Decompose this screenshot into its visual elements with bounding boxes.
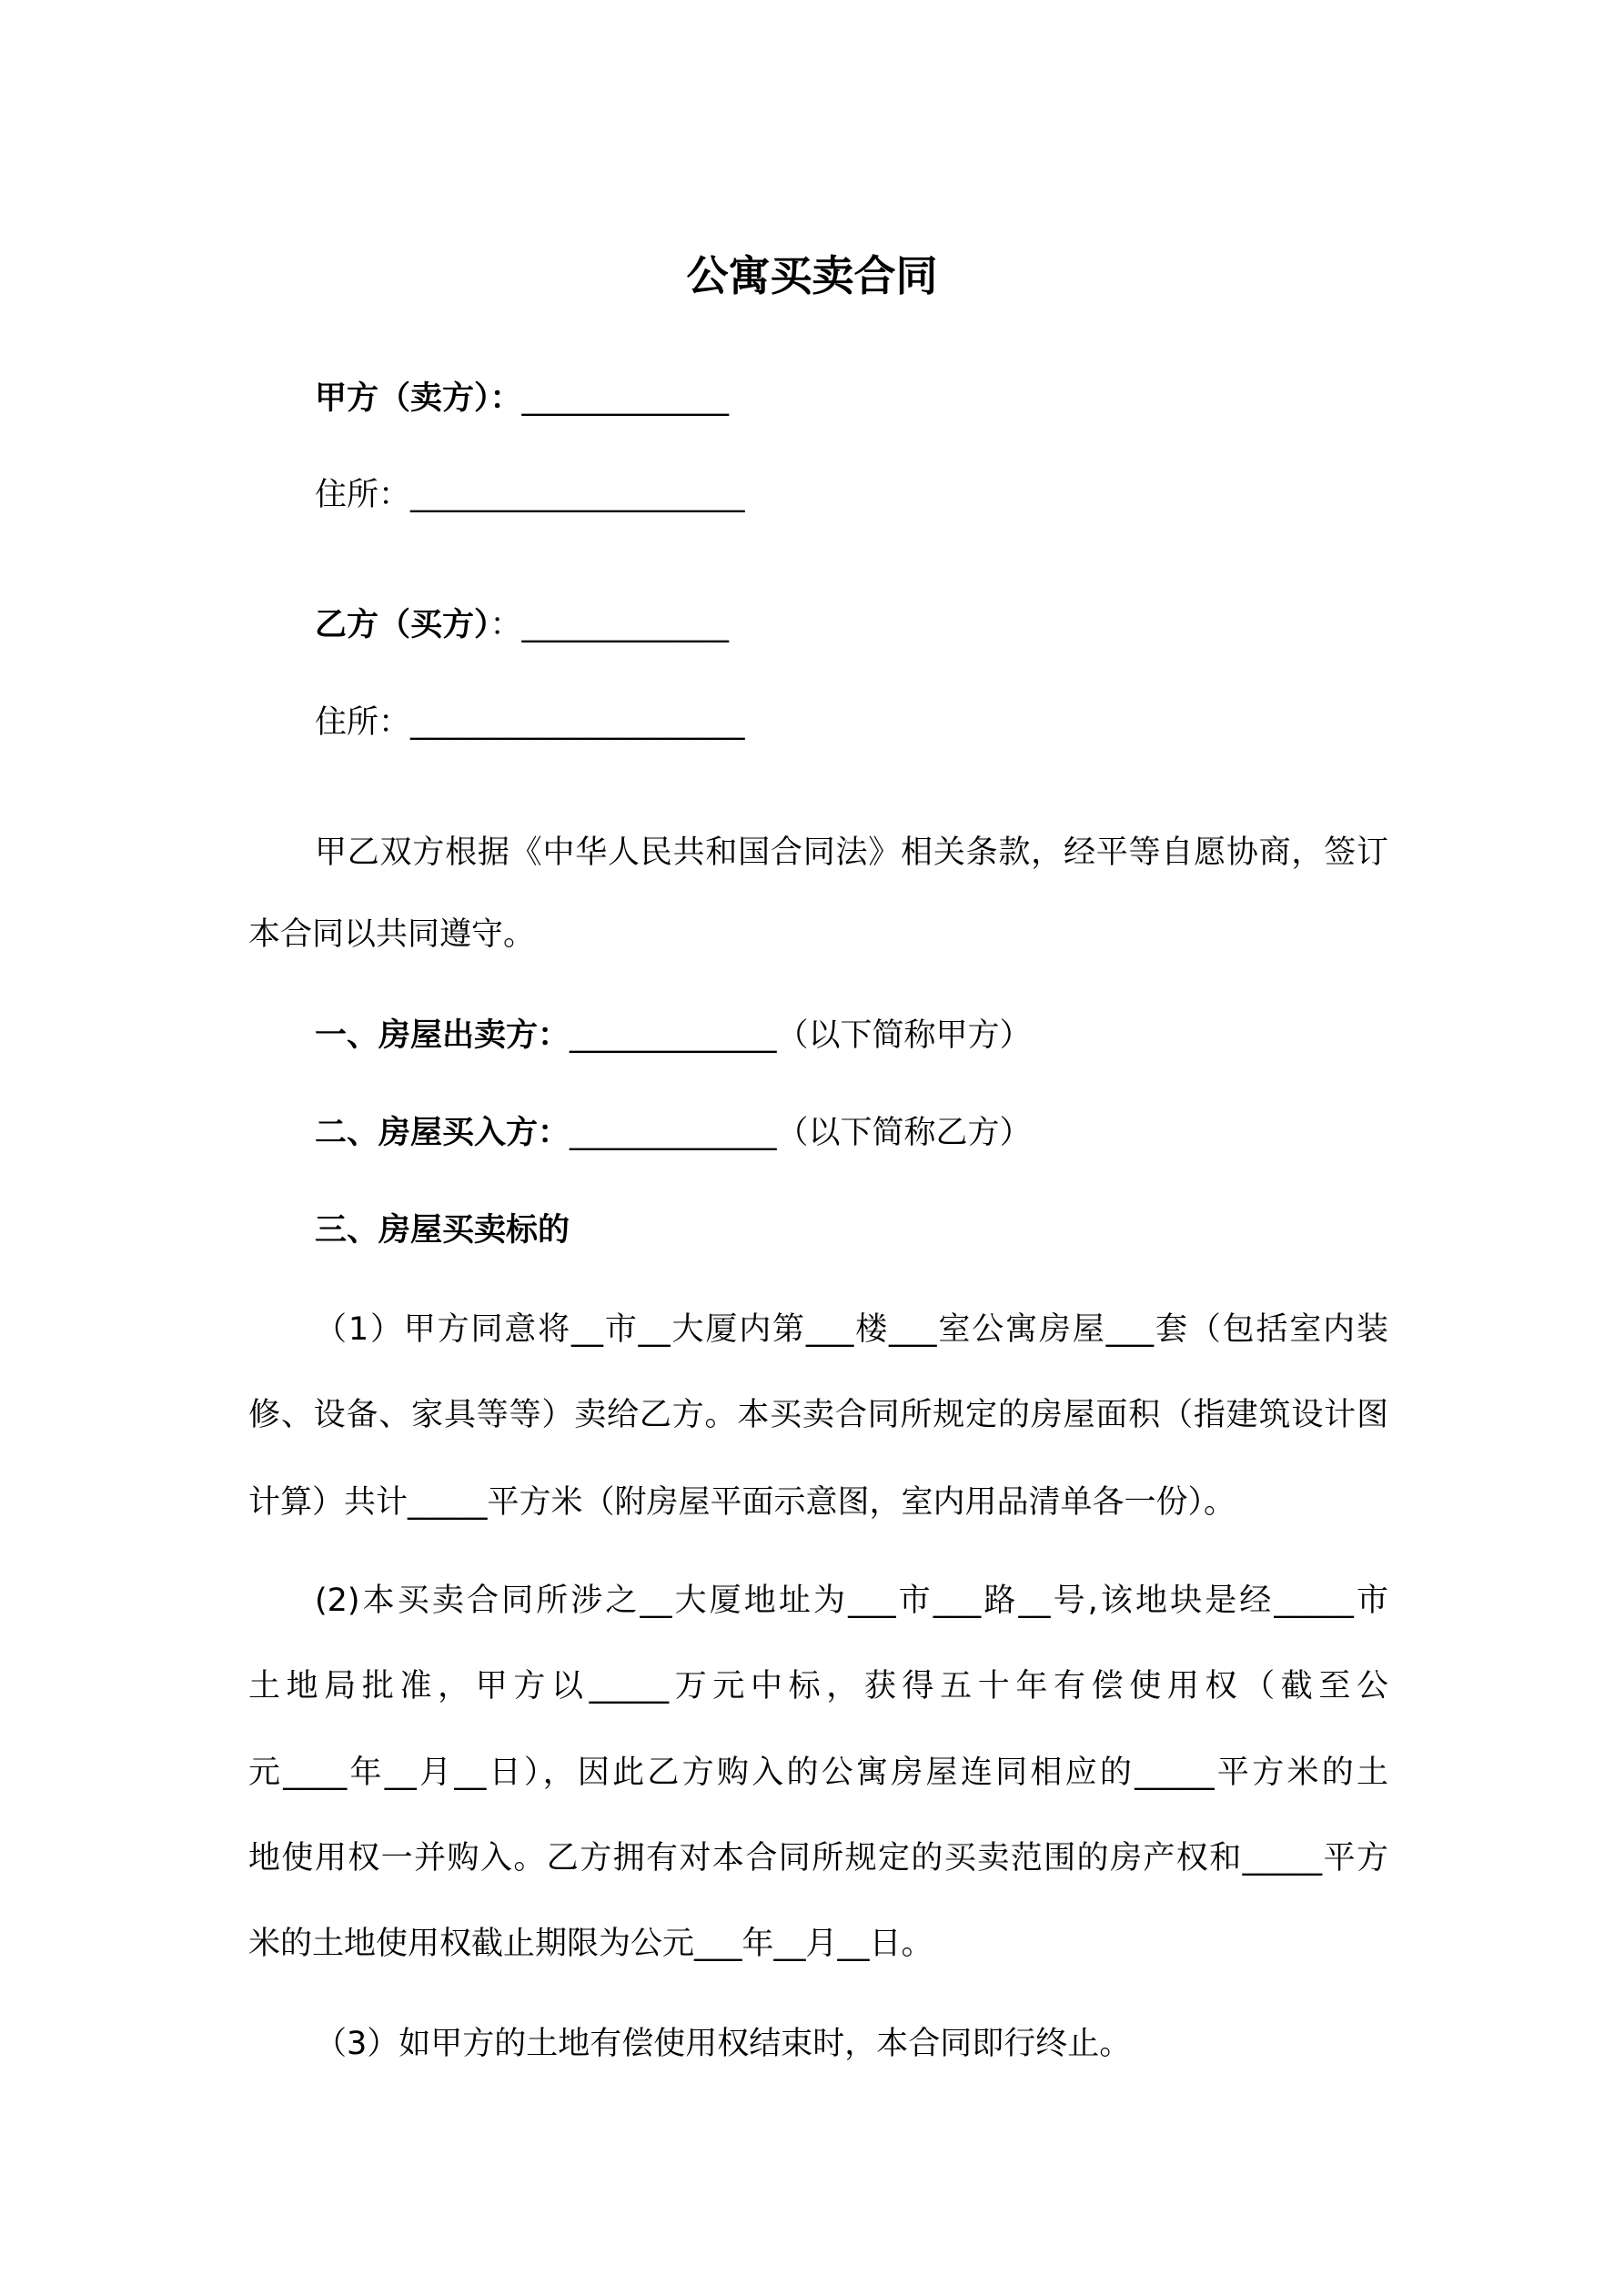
party-b-line	[315, 605, 1388, 645]
clause-1-blank: _____________	[570, 1017, 777, 1054]
clause-1-note: （以下简称甲方）	[776, 1017, 1032, 1054]
clause-2-blank: _____________	[570, 1115, 777, 1151]
party-b-address-line	[315, 703, 1388, 743]
party-b-label: 乙方（买方）	[315, 607, 490, 643]
item-1-line: （1）甲方同意将__市__大厦内第___楼___室公寓房屋___套（包括室内装	[315, 1311, 1388, 1348]
item-2-line: (2)本买卖合同所涉之__大厦地址为___市___路__号,该地块是经_____市	[315, 1583, 1388, 1619]
party-a-line	[315, 379, 1388, 419]
clause-1-label: 一、房屋出卖方：	[315, 1017, 570, 1054]
party-a-label: 甲方（卖方）：	[315, 380, 522, 417]
item-3-line: （3）如甲方的土地有偿使用权结束时，本合同即行终止。	[315, 2026, 1132, 2062]
clause-2	[315, 1113, 1388, 1153]
intro-line: 本合同以共同遵守。	[248, 916, 536, 953]
item-2-line: 土地局批准，甲方以_____万元中标，获得五十年有偿使用权（截至公	[248, 1668, 1388, 1704]
clause-2-label: 二、房屋买入方：	[315, 1115, 570, 1151]
party-a-blank: _____________	[521, 380, 730, 417]
item-2-line: 元____年__月__日），因此乙方购入的公寓房屋连同相应的_____平方米的土	[248, 1755, 1388, 1791]
item-2-line: 米的土地使用权截止期限为公元___年__月__日。	[248, 1926, 933, 1962]
party-b-blank: _____________	[521, 607, 730, 643]
clause-2-note: （以下简称乙方）	[776, 1115, 1032, 1151]
party-a-address-blank: _____________________	[410, 477, 745, 513]
clause-3-heading: 三、房屋买卖标的	[315, 1212, 570, 1249]
intro-line: 甲乙双方根据《中华人民共和国合同法》相关条款，经平等自愿协商，签订	[315, 834, 1388, 871]
party-a-address-line	[315, 475, 1388, 515]
party-a-address-label: 住所：	[315, 477, 411, 513]
party-b-address-blank: _____________________	[410, 704, 745, 741]
party-b-address-label: 住所：	[315, 704, 411, 741]
item-1-line: 计算）共计_____平方米（附房屋平面示意图，室内用品清单各一份）。	[248, 1484, 1236, 1521]
clause-1	[315, 1016, 1388, 1056]
party-b-sep: ：	[489, 607, 522, 643]
document-title: 公寓买卖合同	[686, 251, 938, 300]
item-1-line: 修、设备、家具等等）卖给乙方。本买卖合同所规定的房屋面积（指建筑设计图	[248, 1397, 1388, 1433]
item-2-line: 地使用权一并购入。乙方拥有对本合同所规定的买卖范围的房产权和_____平方	[248, 1840, 1388, 1876]
